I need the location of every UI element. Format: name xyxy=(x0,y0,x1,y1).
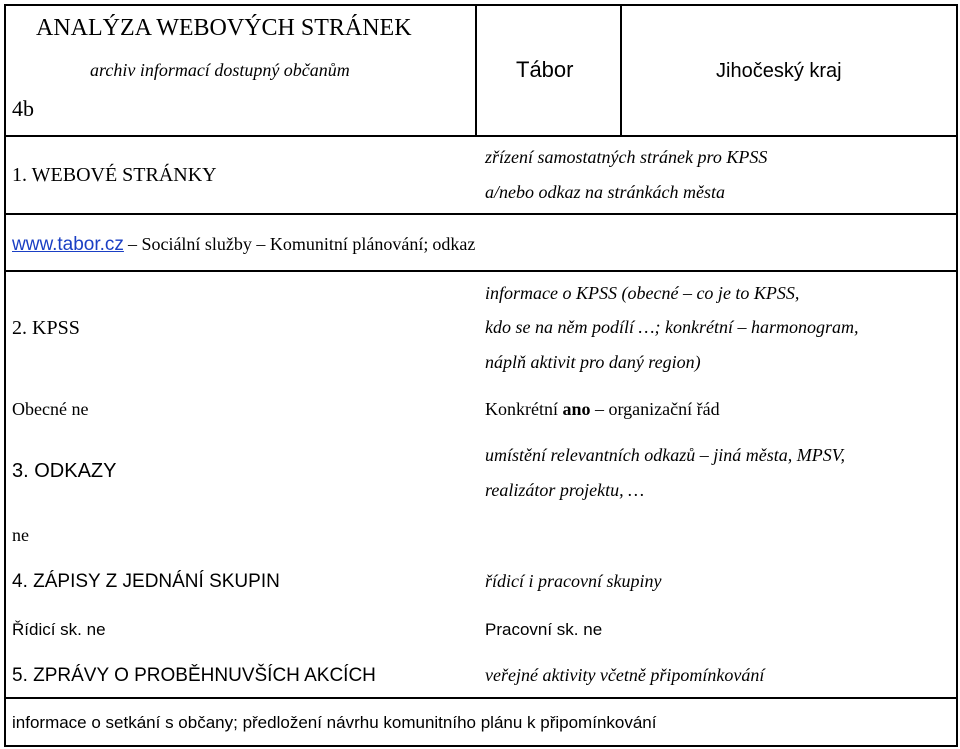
specific-label: Konkrétní xyxy=(485,399,558,419)
section5-desc: veřejné aktivity včetně připomínkování xyxy=(485,665,765,685)
section1-rule xyxy=(4,213,958,215)
section5-heading: 5. ZPRÁVY O PROBĚHNUVŠÍCH AKCÍCH xyxy=(12,665,376,686)
specific-note: – organizační řád xyxy=(595,399,720,419)
section2-desc-line2: kdo se na něm podílí …; konkrétní – harmonogram, xyxy=(485,317,859,337)
general-info xyxy=(12,400,88,418)
website-link[interactable]: www.tabor.cz xyxy=(12,234,124,255)
section5-value: informace o setkání s občany; předložení návrhu komunitního plánu k připomínkování xyxy=(12,713,657,732)
website-result: odkaz xyxy=(432,234,476,254)
document-code: 4b xyxy=(12,96,34,121)
section2-desc-line1: informace o KPSS (obecné – co je to KPSS, xyxy=(485,283,800,303)
section1-heading: 1. WEBOVÉ STRÁNKY xyxy=(12,164,217,186)
section2-heading: 2. KPSS xyxy=(12,317,80,339)
specific-info xyxy=(485,400,720,418)
section1-desc-line2: a/nebo odkaz na stránkách města xyxy=(485,182,725,202)
header-divider-1 xyxy=(475,4,477,136)
city-name: Tábor xyxy=(516,57,574,82)
steering-group-info xyxy=(12,621,106,638)
section4-heading: 4. ZÁPISY Z JEDNÁNÍ SKUPIN xyxy=(12,571,280,592)
general-value: ne xyxy=(71,399,89,419)
website-path: – Sociální služby – Komunitní plánování; xyxy=(127,234,429,254)
section3-heading: 3. ODKAZY xyxy=(12,460,117,482)
document-subtitle: archiv informací dostupný občanům xyxy=(90,60,350,80)
section2-desc-line3: náplň aktivit pro daný region) xyxy=(485,352,701,372)
section5-rule xyxy=(4,697,958,699)
document-title: ANALÝZA WEBOVÝCH STRÁNEK xyxy=(36,15,412,41)
specific-value: ano xyxy=(562,399,591,419)
header-bottom-rule xyxy=(4,135,958,137)
working-label: Pracovní sk. xyxy=(485,620,579,639)
border-bottom xyxy=(4,745,958,747)
section3-desc-line1: umístění relevantních odkazů – jiná města, MPSV, xyxy=(485,445,845,465)
working-value: ne xyxy=(583,620,603,639)
steering-label: Řídicí sk. xyxy=(12,620,82,639)
section3-value: ne xyxy=(12,525,29,545)
border-top xyxy=(4,4,958,6)
working-group-info xyxy=(485,621,602,638)
section3-desc-line2: realizátor projektu, … xyxy=(485,480,645,500)
border-right xyxy=(956,4,958,747)
link-row-rule xyxy=(4,270,958,272)
border-left xyxy=(4,4,6,747)
header-divider-2 xyxy=(620,4,622,136)
region-name: Jihočeský kraj xyxy=(716,60,842,82)
general-label: Obecné xyxy=(12,399,67,419)
website-row xyxy=(12,235,475,254)
steering-value: ne xyxy=(86,620,106,639)
section1-desc-line1: zřízení samostatných stránek pro KPSS xyxy=(485,147,768,167)
section4-desc: řídicí i pracovní skupiny xyxy=(485,571,662,591)
